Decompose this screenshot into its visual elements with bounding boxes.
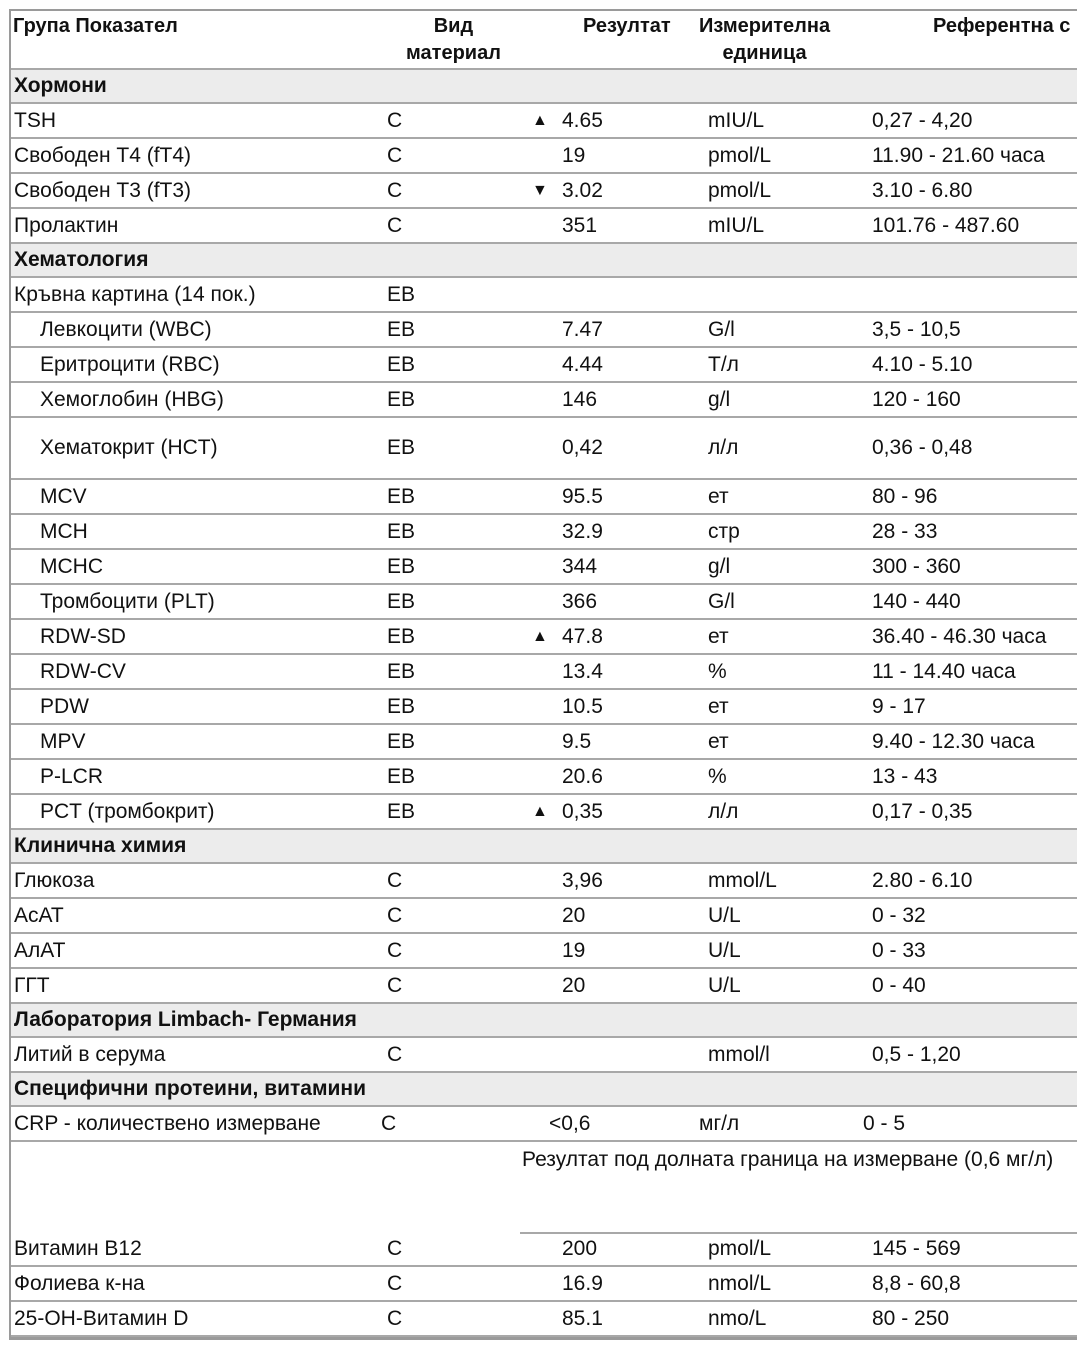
material-type: C [387, 1042, 403, 1066]
material-type: C [387, 903, 403, 927]
result-value: 351 [562, 213, 598, 237]
result-value: 85.1 [562, 1306, 603, 1330]
material-type: C [387, 108, 403, 132]
note-text: Резултат под долната граница на измерване (0,6 мг/л) [522, 1148, 1054, 1171]
table-row [11, 655, 1077, 690]
test-name: MCV [40, 484, 87, 508]
test-name: MPV [40, 729, 86, 753]
section-title: Специфични протеини, витамини [14, 1077, 367, 1100]
test-name: RDW-SD [40, 624, 126, 648]
result-value: 0,42 [562, 436, 603, 459]
material-type: C [387, 1236, 403, 1260]
unit: ет [708, 624, 729, 648]
table-header [11, 11, 1077, 70]
result-note [11, 1142, 1077, 1232]
test-name: Свободен Т4 (fT4) [14, 143, 192, 167]
result-value: 344 [562, 554, 598, 578]
result-value: 20 [562, 903, 586, 927]
unit: G/l [708, 589, 735, 613]
material-type: EB [387, 799, 416, 823]
section-header [11, 70, 1077, 104]
table-row [11, 278, 1077, 313]
reference-range: 145 - 569 [872, 1236, 961, 1260]
material-type: C [381, 1111, 397, 1135]
result-value: 95.5 [562, 484, 603, 508]
section-header [11, 1073, 1077, 1107]
unit: nmo/L [708, 1306, 767, 1330]
unit: л/л [708, 436, 739, 459]
reference-range: 2.80 - 6.10 [872, 868, 973, 892]
unit: mmol/L [708, 868, 777, 892]
table-row [11, 795, 1077, 830]
table-row [11, 585, 1077, 620]
result-value: 7.47 [562, 317, 603, 341]
material-type: C [387, 973, 403, 997]
result-value: 10.5 [562, 694, 603, 718]
material-type: C [387, 1271, 403, 1295]
result-value: 20 [562, 973, 586, 997]
table-row [11, 969, 1077, 1004]
test-name: ГГТ [14, 973, 50, 997]
test-name: Пролактин [14, 213, 119, 237]
material-type: EB [387, 519, 416, 543]
unit: g/l [708, 554, 731, 578]
result-value: 9.5 [562, 729, 592, 753]
arrow-up-icon: ▲ [532, 627, 548, 645]
test-name: Тромбоцити (PLT) [40, 589, 215, 613]
test-name: Литий в серума [14, 1042, 166, 1066]
reference-range: 9 - 17 [872, 694, 926, 718]
test-name: Хематокрит (HCT) [40, 436, 218, 459]
reference-range: 0,17 - 0,35 [872, 799, 973, 823]
unit: мг/л [699, 1111, 740, 1135]
material-type: EB [387, 694, 416, 718]
material-type: EB [387, 282, 416, 306]
unit: ет [708, 694, 729, 718]
section-title: Лаборатория Limbach- Германия [14, 1008, 357, 1031]
table-row [11, 934, 1077, 969]
unit: ет [708, 729, 729, 753]
section-title: Хормони [14, 74, 107, 97]
material-type: EB [387, 764, 416, 788]
unit: U/L [708, 938, 741, 962]
unit: nmol/L [708, 1271, 772, 1295]
reference-range: 120 - 160 [872, 387, 961, 411]
reference-range: 0 - 5 [863, 1111, 906, 1135]
reference-range: 140 - 440 [872, 589, 961, 613]
arrow-up-icon: ▲ [532, 802, 548, 820]
reference-range: 11.90 - 21.60 часа [872, 143, 1045, 167]
table-row [11, 104, 1077, 139]
result-value: 13.4 [562, 659, 603, 683]
result-value: 19 [562, 143, 586, 167]
test-name: Левкоцити (WBC) [40, 317, 212, 341]
unit: U/L [708, 973, 741, 997]
test-name: P-LCR [40, 764, 104, 788]
result-value: 19 [562, 938, 586, 962]
unit: mIU/L [708, 108, 765, 132]
unit: g/l [708, 387, 731, 411]
result-value: 3.02 [562, 178, 603, 202]
unit: mIU/L [708, 213, 765, 237]
table-row [11, 620, 1077, 655]
unit: % [708, 659, 727, 683]
test-name: PDW [40, 694, 89, 718]
result-value: <0,6 [549, 1111, 591, 1135]
test-name: Хемоглобин (HBG) [40, 387, 224, 411]
table-row [11, 725, 1077, 760]
reference-range: 8,8 - 60,8 [872, 1271, 961, 1295]
test-name: TSH [14, 108, 56, 132]
material-type: C [387, 868, 403, 892]
result-value: 4.44 [562, 352, 603, 376]
reference-range: 3.10 - 6.80 [872, 178, 973, 202]
test-name: Еритроцити (RBC) [40, 352, 220, 376]
table-row [11, 313, 1077, 348]
reference-range: 13 - 43 [872, 764, 938, 788]
reference-range: 0,27 - 4,20 [872, 108, 973, 132]
section-title: Клинична химия [14, 834, 187, 857]
header-material: Вид материал [406, 15, 501, 64]
section-header [11, 244, 1077, 278]
result-value: 16.9 [562, 1271, 603, 1295]
table-row [11, 348, 1077, 383]
test-name: Фолиева к-на [14, 1271, 145, 1295]
table-row [11, 1232, 1077, 1267]
table-row [11, 174, 1077, 209]
material-type: EB [387, 484, 416, 508]
unit: л/л [708, 799, 739, 823]
table-row [11, 418, 1077, 480]
reference-range: 101.76 - 487.60 [872, 213, 1020, 237]
test-name: MCHC [40, 554, 103, 578]
result-value: 4.65 [562, 108, 603, 132]
unit: G/l [708, 317, 735, 341]
test-name: CRP - количествено измерване [14, 1111, 321, 1135]
test-name: АсАТ [14, 903, 64, 927]
unit: % [708, 764, 727, 788]
test-name: АлАТ [14, 938, 66, 962]
table-row [11, 899, 1077, 934]
unit: mmol/l [708, 1042, 770, 1066]
table-row [11, 209, 1077, 244]
unit: pmol/L [708, 1236, 772, 1260]
result-value: 47.8 [562, 624, 603, 648]
table-row [11, 550, 1077, 585]
table-row [11, 760, 1077, 795]
table-row [11, 690, 1077, 725]
header-reference: Референтна с [933, 15, 1071, 37]
material-type: C [387, 213, 403, 237]
unit: pmol/L [708, 178, 772, 202]
table-row [11, 1038, 1077, 1073]
unit: pmol/L [708, 143, 772, 167]
reference-range: 11 - 14.40 часа [872, 659, 1016, 683]
section-title: Хематология [14, 248, 149, 271]
test-name: 25-OH-Витамин D [14, 1306, 189, 1330]
test-name: Свободен Т3 (fT3) [14, 178, 192, 202]
material-type: EB [387, 659, 416, 683]
table-row [11, 139, 1077, 174]
material-type: EB [387, 589, 416, 613]
test-name: Кръвна картина (14 пок.) [14, 282, 256, 306]
result-value: 32.9 [562, 519, 603, 543]
header-unit: Измерителна единица [699, 15, 831, 64]
result-value: 3,96 [562, 868, 603, 892]
test-name: RDW-CV [40, 659, 126, 683]
material-type: EB [387, 317, 416, 341]
reference-range: 0,5 - 1,20 [872, 1042, 961, 1066]
table-row [11, 480, 1077, 515]
test-name: Глюкоза [14, 868, 95, 892]
result-value: 146 [562, 387, 598, 411]
table-row [11, 383, 1077, 418]
material-type: C [387, 938, 403, 962]
arrow-down-icon: ▼ [532, 181, 548, 199]
reference-range: 300 - 360 [872, 554, 961, 578]
reference-range: 0,36 - 0,48 [872, 436, 973, 459]
material-type: C [387, 143, 403, 167]
material-type: C [387, 178, 403, 202]
unit: Т/л [708, 352, 739, 376]
reference-range: 0 - 40 [872, 973, 926, 997]
header-group: Група Показател [13, 15, 178, 37]
test-name: MCH [40, 519, 88, 543]
material-type: EB [387, 624, 416, 648]
reference-range: 36.40 - 46.30 часа [872, 624, 1047, 648]
material-type: EB [387, 387, 416, 411]
section-header [11, 830, 1077, 864]
table-row [11, 515, 1077, 550]
reference-range: 9.40 - 12.30 часа [872, 729, 1035, 753]
reference-range: 28 - 33 [872, 519, 938, 543]
result-value: 200 [562, 1236, 598, 1260]
arrow-up-icon: ▲ [532, 111, 548, 129]
table-row [11, 864, 1077, 899]
reference-range: 4.10 - 5.10 [872, 352, 973, 376]
material-type: C [387, 1306, 403, 1330]
result-value: 0,35 [562, 799, 603, 823]
reference-range: 0 - 33 [872, 938, 926, 962]
table-row [11, 1267, 1077, 1302]
reference-range: 0 - 32 [872, 903, 926, 927]
test-name: Витамин B12 [14, 1236, 142, 1260]
reference-range: 80 - 250 [872, 1306, 950, 1330]
unit: ет [708, 484, 729, 508]
unit: стр [708, 519, 740, 543]
reference-range: 3,5 - 10,5 [872, 317, 961, 341]
table-row [11, 1302, 1077, 1337]
header-result: Резултат [583, 15, 671, 37]
reference-range: 80 - 96 [872, 484, 938, 508]
table-row [11, 1107, 1077, 1142]
material-type: EB [387, 554, 416, 578]
test-name: PCT (тромбокрит) [40, 799, 215, 823]
material-type: EB [387, 352, 416, 376]
material-type: EB [387, 729, 416, 753]
result-value: 20.6 [562, 764, 603, 788]
lab-results-table [9, 9, 1077, 1340]
material-type: EB [387, 436, 416, 459]
section-header [11, 1004, 1077, 1038]
result-value: 366 [562, 589, 598, 613]
unit: U/L [708, 903, 741, 927]
